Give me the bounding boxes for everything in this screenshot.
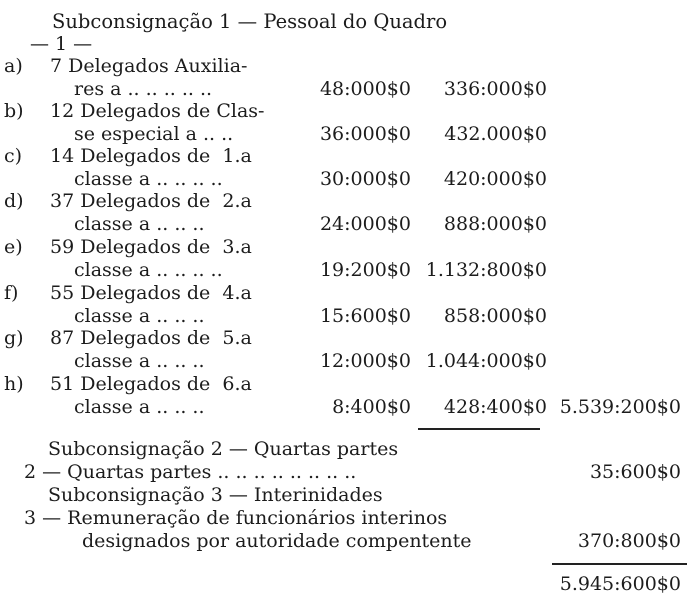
sub3-line-cont: designados por autoridade compentente bbox=[82, 530, 472, 552]
total-rule bbox=[552, 563, 687, 565]
item-description-cont: res a .. .. .. .. .. bbox=[74, 78, 213, 100]
item-description: 51 Delegados de 6.a bbox=[50, 373, 252, 395]
item-description-cont: classe a .. .. .. bbox=[74, 396, 205, 418]
item-description: 87 Delegados de 5.a bbox=[50, 327, 252, 349]
item-unit-value: 19:200$0 bbox=[319, 259, 411, 281]
item-description: 37 Delegados de 2.a bbox=[50, 190, 252, 212]
item-unit-value: 36:000$0 bbox=[319, 123, 411, 145]
item-total-value: 858:000$0 bbox=[443, 305, 547, 327]
item-letter: b) bbox=[4, 100, 24, 122]
item-description: 59 Delegados de 3.a bbox=[50, 236, 252, 258]
item-description-cont: classe a .. .. .. bbox=[74, 350, 205, 372]
item-total-value: 432.000$0 bbox=[444, 123, 547, 145]
item-description-cont: classe a .. .. .. bbox=[74, 213, 205, 235]
item-description-cont: classe a .. .. .. .. bbox=[74, 168, 223, 190]
item-letter: e) bbox=[4, 236, 23, 258]
item-total-value: 1.044:000$0 bbox=[425, 350, 547, 372]
item-unit-value: 48:000$0 bbox=[319, 78, 411, 100]
item-total-value: 336:000$0 bbox=[443, 78, 547, 100]
item-unit-value: 8:400$0 bbox=[332, 396, 411, 418]
grand-total: 5.945:600$0 bbox=[559, 573, 681, 595]
sub2-line: 2 — Quartas partes .. .. .. .. .. .. .. .. bbox=[24, 461, 357, 483]
item-unit-value: 24:000$0 bbox=[319, 213, 411, 235]
item-total-value: 1.132:800$0 bbox=[425, 259, 547, 281]
item-description-cont: classe a .. .. .. .. bbox=[74, 259, 223, 281]
item-description-cont: se especial a .. .. bbox=[74, 123, 234, 145]
sub3-heading: Subconsignação 3 — Interinidades bbox=[48, 484, 383, 506]
item-unit-value: 30:000$0 bbox=[319, 168, 411, 190]
sub1-heading: Subconsignação 1 — Pessoal do Quadro bbox=[52, 10, 448, 33]
sub3-line: 3 — Remuneração de funcionários interinos bbox=[24, 507, 448, 529]
item-description-cont: classe a .. .. .. bbox=[74, 305, 205, 327]
item-description: 55 Delegados de 4.a bbox=[50, 282, 252, 304]
item-total-value: 420:000$0 bbox=[443, 168, 547, 190]
item-total-value: 428:400$0 bbox=[443, 396, 547, 418]
item-letter: c) bbox=[4, 145, 23, 167]
item-description: 12 Delegados de Clas- bbox=[50, 100, 265, 122]
item-letter: f) bbox=[4, 282, 19, 304]
sub1-marker: — 1 — bbox=[30, 33, 93, 55]
subtotal-rule bbox=[418, 428, 540, 430]
item-letter: g) bbox=[4, 327, 24, 349]
item-description: 14 Delegados de 1.a bbox=[50, 145, 252, 167]
item-unit-value: 12:000$0 bbox=[319, 350, 411, 372]
item-unit-value: 15:600$0 bbox=[319, 305, 411, 327]
sub2-amount: 35:600$0 bbox=[589, 461, 681, 483]
sub2-heading: Subconsignação 2 — Quartas partes bbox=[48, 438, 399, 460]
sub1-subtotal: 5.539:200$0 bbox=[559, 396, 681, 418]
item-letter: d) bbox=[4, 190, 24, 212]
item-total-value: 888:000$0 bbox=[443, 213, 547, 235]
item-description: 7 Delegados Auxilia- bbox=[50, 55, 248, 77]
sub3-amount: 370:800$0 bbox=[577, 530, 681, 552]
item-letter: a) bbox=[4, 55, 23, 77]
item-letter: h) bbox=[4, 373, 24, 395]
